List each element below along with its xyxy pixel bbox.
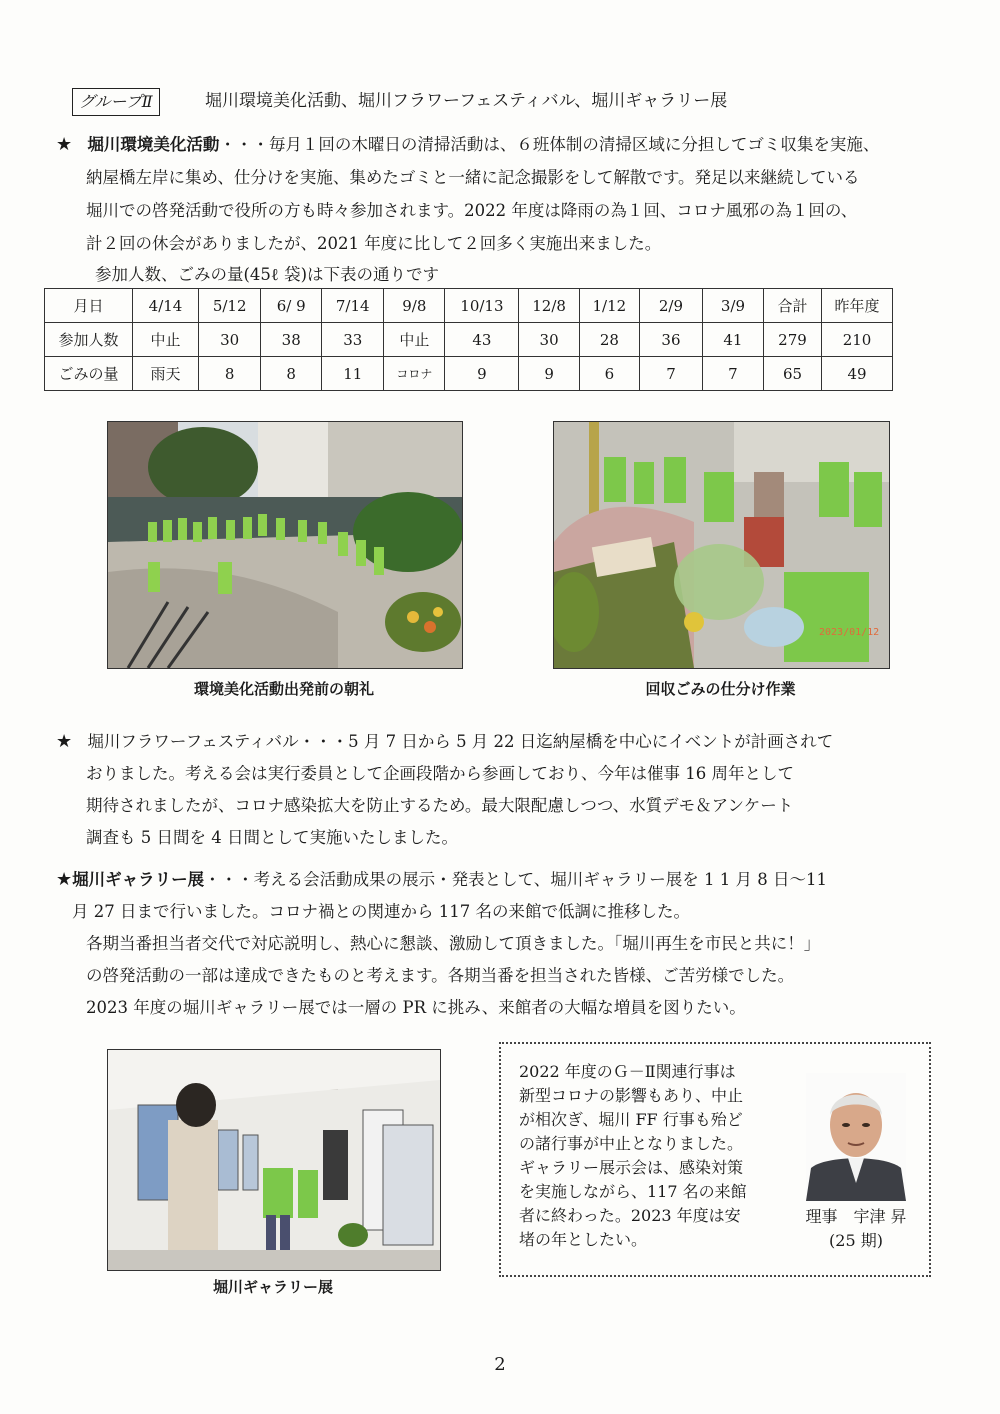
section1-line4: 計２回の休会がありましたが、2021 年度に比して２回多く実施出来ました。 (86, 234, 662, 253)
section2-line3: 期待されましたが、コロナ感染拡大を防止するため。最大限配慮しつつ、水質デモ＆アンケート (86, 796, 794, 815)
group-label: グループⅡ (72, 88, 160, 116)
table-header-cell: 合計 (763, 289, 821, 323)
note-line: 堵の年としたい。 (519, 1230, 648, 1249)
table-cell: 11 (322, 357, 384, 391)
section3-text1: ・・・考える会活動成果の展示・発表として、堀川ギャラリー展を 1 1 月 8 日～11 (204, 870, 828, 889)
table-cell: 210 (822, 323, 893, 357)
director-signature: 理事 宇津 昇 (805, 1207, 907, 1226)
table-cell: 8 (261, 357, 322, 391)
table-cell: ごみの量 (45, 357, 133, 391)
table-header-cell: 9/8 (384, 289, 445, 323)
star-icon: ★ (56, 731, 73, 752)
table-cell: 30 (519, 323, 579, 357)
section2-heading: 堀川フラワーフェスティバル (87, 732, 299, 751)
note-line: の諸行事が中止となりました。 (519, 1134, 744, 1153)
photo-date-stamp: 2023/01/12 (819, 627, 880, 638)
photo-garbage-sorting (553, 421, 890, 669)
section3-heading: 堀川ギャラリー展 (72, 870, 205, 889)
table-cell: 43 (445, 323, 519, 357)
director-term: (25 期) (829, 1231, 883, 1250)
star-icon: ★ (56, 869, 73, 890)
table-cell: 7 (640, 357, 703, 391)
caption-garbage-sorting: 回収ごみの仕分け作業 (645, 680, 796, 698)
table-header-cell: 昨年度 (822, 289, 893, 323)
table-header-cell: 5/12 (199, 289, 261, 323)
section1-heading: 堀川環境美化活動 (87, 135, 220, 154)
table-header-cell: 10/13 (445, 289, 519, 323)
section3-line2: 月 27 日まで行いました。コロナ禍との関連から 117 名の来館で低調に推移した。 (72, 902, 690, 921)
table-cell: 6 (579, 357, 639, 391)
table-header-cell: 12/8 (519, 289, 579, 323)
table-header-cell: 4/14 (132, 289, 198, 323)
table-intro: 参加人数、ごみの量(45ℓ 袋)は下表の通りです (95, 265, 440, 284)
table-cell: 28 (579, 323, 639, 357)
section1-text1: ・・・毎月１回の木曜日の清掃活動は、６班体制の清掃区域に分担してゴミ収集を実施、 (219, 135, 880, 154)
table-cell: 36 (640, 323, 703, 357)
note-line: 2022 年度のＧ－Ⅱ関連行事は (519, 1062, 736, 1081)
table-cell: 9 (445, 357, 519, 391)
table-cell: 中止 (384, 323, 445, 357)
table-cell: 8 (199, 357, 261, 391)
table-row (45, 357, 893, 391)
table-cell: 30 (199, 323, 261, 357)
director-note-text (519, 1060, 781, 1252)
note-line: 新型コロナの影響もあり、中止 (519, 1086, 744, 1105)
section1-line1 (56, 130, 956, 160)
director-portrait (806, 1073, 906, 1201)
star-icon: ★ (56, 134, 73, 155)
section3-line5: 2023 年度の堀川ギャラリー展では一層の PR に挑み、来館者の大幅な増員を図りたい。 (86, 998, 746, 1017)
table-header-row (45, 289, 893, 323)
section2-line1 (56, 727, 956, 757)
table-cell: 49 (822, 357, 893, 391)
note-line: が相次ぎ、堀川 FF 行事も殆ど (519, 1110, 743, 1129)
note-line: ギャラリー展示会は、感染対策 (519, 1158, 744, 1177)
section2-line2: おりました。考える会は実行委員として企画段階から参画しており、今年は催事 16 周年として (86, 764, 794, 783)
participation-table (44, 288, 893, 391)
table-header-cell: 7/14 (322, 289, 384, 323)
table-header-cell: 月日 (45, 289, 133, 323)
table-cell: コロナ (384, 357, 445, 391)
table-cell: 41 (702, 323, 763, 357)
caption-morning-assembly: 環境美化活動出発前の朝礼 (193, 680, 374, 698)
table-header-cell: 6/ 9 (261, 289, 322, 323)
section1-line2: 納屋橋左岸に集め、仕分けを実施、集めたゴミと一緒に記念撮影をして解散です。発足以来継続している (86, 168, 860, 187)
table-row (45, 323, 893, 357)
note-line: を実施しながら、117 名の来館 (519, 1182, 747, 1201)
table-cell: 7 (702, 357, 763, 391)
table-header-cell: 2/9 (640, 289, 703, 323)
table-cell: 9 (519, 357, 579, 391)
note-line: 者に終わった。2023 年度は安 (519, 1206, 741, 1225)
table-cell: 279 (763, 323, 821, 357)
table-cell: 雨天 (132, 357, 198, 391)
section2-text1: ・・・5 月 7 日から 5 月 22 日迄納屋橋を中心にイベントが計画されて (298, 732, 834, 751)
table-cell: 中止 (132, 323, 198, 357)
page-number: 2 (494, 1354, 506, 1375)
photo-morning-assembly (107, 421, 463, 669)
caption-gallery-exhibition: 堀川ギャラリー展 (212, 1278, 333, 1296)
table-cell: 33 (322, 323, 384, 357)
group-title: 堀川環境美化活動、堀川フラワーフェスティバル、堀川ギャラリー展 (205, 91, 728, 111)
table-cell: 65 (763, 357, 821, 391)
section3-line1 (56, 865, 956, 895)
table-cell: 38 (261, 323, 322, 357)
table-header-cell: 1/12 (579, 289, 639, 323)
table-header-cell: 3/9 (702, 289, 763, 323)
section3-line3: 各期当番担当者交代で対応説明し、熱心に懇談、激励して頂きました。「堀川再生を市民と共に！」 (86, 934, 821, 953)
section3-line4: の啓発活動の一部は達成できたものと考えます。各期当番を担当された皆様、ご苦労様でした。 (86, 966, 795, 985)
section1-line3: 堀川での啓発活動で役所の方も時々参加されます。2022 年度は降雨の為１回、コロナ風邪の為１回の、 (86, 201, 858, 220)
section2-line4: 調査も 5 日間を 4 日間として実施いたしました。 (86, 828, 458, 847)
table-cell: 参加人数 (45, 323, 133, 357)
photo-gallery-exhibition (107, 1049, 441, 1271)
